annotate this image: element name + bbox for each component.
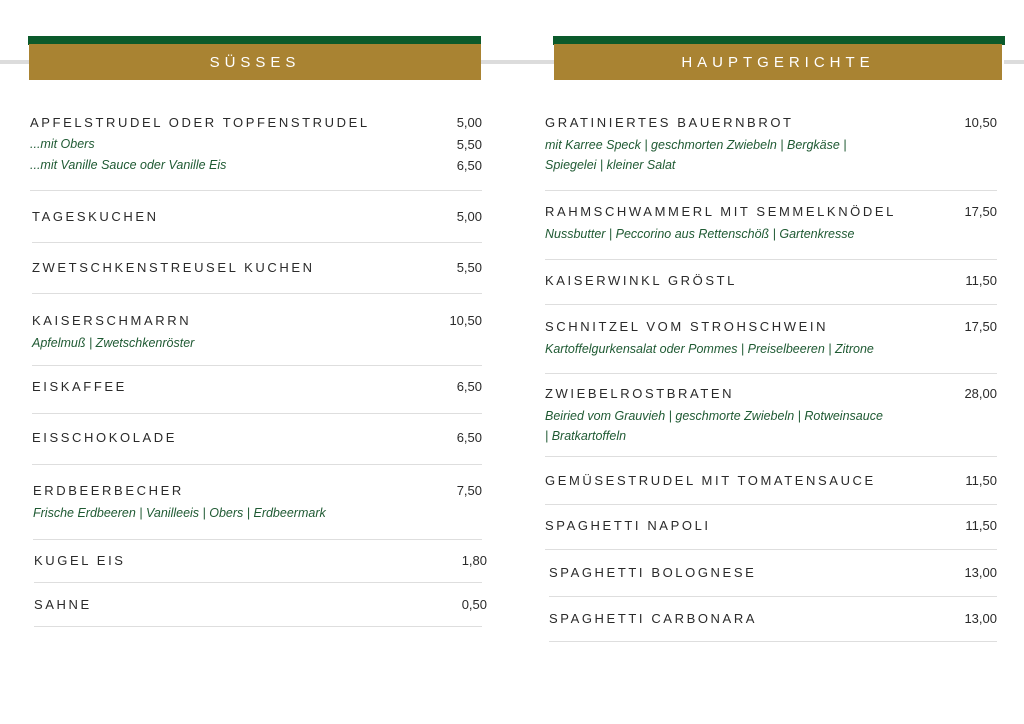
divider xyxy=(32,293,482,294)
item-name: KAISERWINKL GRÖSTL xyxy=(545,273,738,288)
item-name: SPAGHETTI CARBONARA xyxy=(549,611,758,626)
menu-item xyxy=(34,553,487,568)
item-price: 5,50 xyxy=(456,260,482,275)
item-name: SCHNITZEL VOM STROHSCHWEIN xyxy=(545,319,829,334)
decor-line xyxy=(1004,60,1024,64)
divider xyxy=(549,641,997,642)
item-name: GRATINIERTES BAUERNBROT xyxy=(545,115,794,130)
menu-item xyxy=(32,313,482,353)
item-price: 7,50 xyxy=(456,483,482,498)
item-price: 10,50 xyxy=(449,313,482,328)
item-name: SPAGHETTI NAPOLI xyxy=(545,518,711,533)
item-name: ERDBEERBECHER xyxy=(33,483,184,498)
item-price: 11,50 xyxy=(965,273,997,288)
item-name: APFELSTRUDEL ODER TOPFENSTRUDEL xyxy=(30,115,370,130)
item-price: 6,50 xyxy=(456,430,482,445)
divider xyxy=(545,259,997,260)
divider xyxy=(34,582,482,583)
right-section-title: HAUPTGERICHTE xyxy=(554,44,1002,80)
item-price: 13,00 xyxy=(964,565,997,580)
item-name: EISKAFFEE xyxy=(32,379,127,394)
menu-item xyxy=(33,483,482,523)
divider xyxy=(545,373,997,374)
item-name: SAHNE xyxy=(34,597,92,612)
menu-item xyxy=(545,473,997,488)
menu-item xyxy=(545,319,997,359)
item-name: SPAGHETTI BOLOGNESE xyxy=(549,565,757,580)
divider xyxy=(32,464,482,465)
item-price: 17,50 xyxy=(964,319,997,334)
item-name: EISSCHOKOLADE xyxy=(32,430,178,445)
option-price: 5,50 xyxy=(456,137,482,152)
item-price: 6,50 xyxy=(456,379,482,394)
menu-item xyxy=(34,597,487,612)
option-price: 6,50 xyxy=(456,158,482,173)
item-description: Beiried vom Grauvieh | geschmorte Zwiebeln | Rotweinsauce | Bratkartoffeln xyxy=(545,409,883,443)
menu-item xyxy=(549,565,997,580)
decor-line xyxy=(481,60,554,64)
item-price: 5,00 xyxy=(456,209,482,224)
divider xyxy=(545,549,997,550)
menu-item xyxy=(545,204,997,244)
divider xyxy=(545,504,997,505)
item-price: 17,50 xyxy=(964,204,997,219)
divider xyxy=(33,539,482,540)
option-label: ...mit Obers xyxy=(30,137,95,151)
item-name: TAGESKUCHEN xyxy=(32,209,159,224)
item-name: RAHMSCHWAMMERL MIT SEMMELKNÖDEL xyxy=(545,204,896,219)
divider xyxy=(32,413,482,414)
divider xyxy=(545,190,997,191)
divider xyxy=(545,304,997,305)
item-description: Frische Erdbeeren | Vanilleeis | Obers | Erdbeermark xyxy=(33,506,326,520)
option-label: ...mit Vanille Sauce oder Vanille Eis xyxy=(30,158,227,172)
item-name: GEMÜSESTRUDEL MIT TOMATENSAUCE xyxy=(545,473,876,488)
menu-item xyxy=(549,611,997,626)
divider xyxy=(549,596,997,597)
item-name: KUGEL EIS xyxy=(34,553,126,568)
item-price: 11,50 xyxy=(965,518,997,533)
item-option xyxy=(30,155,482,176)
menu-item xyxy=(32,260,482,275)
item-price: 0,50 xyxy=(461,597,487,612)
item-description: Nussbutter | Peccorino aus Rettenschöß | Gartenkresse xyxy=(545,227,855,241)
item-price: 11,50 xyxy=(965,473,997,488)
left-section-title: SÜSSES xyxy=(29,44,481,80)
item-price: 13,00 xyxy=(964,611,997,626)
menu-item xyxy=(30,115,482,176)
menu-item xyxy=(32,209,482,224)
item-price: 28,00 xyxy=(964,386,997,401)
menu-item xyxy=(545,115,997,175)
item-name: ZWIEBELROSTBRATEN xyxy=(545,386,735,401)
menu-item xyxy=(545,386,997,446)
item-name: ZWETSCHKENSTREUSEL KUCHEN xyxy=(32,260,315,275)
divider xyxy=(34,626,482,627)
divider xyxy=(30,190,482,191)
item-description: Apfelmuß | Zwetschkenröster xyxy=(32,336,195,350)
menu-item xyxy=(545,518,997,533)
item-price: 1,80 xyxy=(461,553,487,568)
menu-item xyxy=(545,273,997,288)
divider xyxy=(32,242,482,243)
item-name: KAISERSCHMARRN xyxy=(32,313,192,328)
item-description: mit Karree Speck | geschmorten Zwiebeln | Bergkäse | Spiegelei | kleiner Salat xyxy=(545,138,847,172)
decor-line xyxy=(0,60,30,64)
item-description: Kartoffelgurkensalat oder Pommes | Preiselbeeren | Zitrone xyxy=(545,342,874,356)
menu-item xyxy=(32,430,482,445)
item-option xyxy=(30,134,482,155)
item-price: 10,50 xyxy=(964,115,997,130)
item-price: 5,00 xyxy=(456,115,482,130)
divider xyxy=(545,456,997,457)
divider xyxy=(32,365,482,366)
menu-item xyxy=(32,379,482,394)
